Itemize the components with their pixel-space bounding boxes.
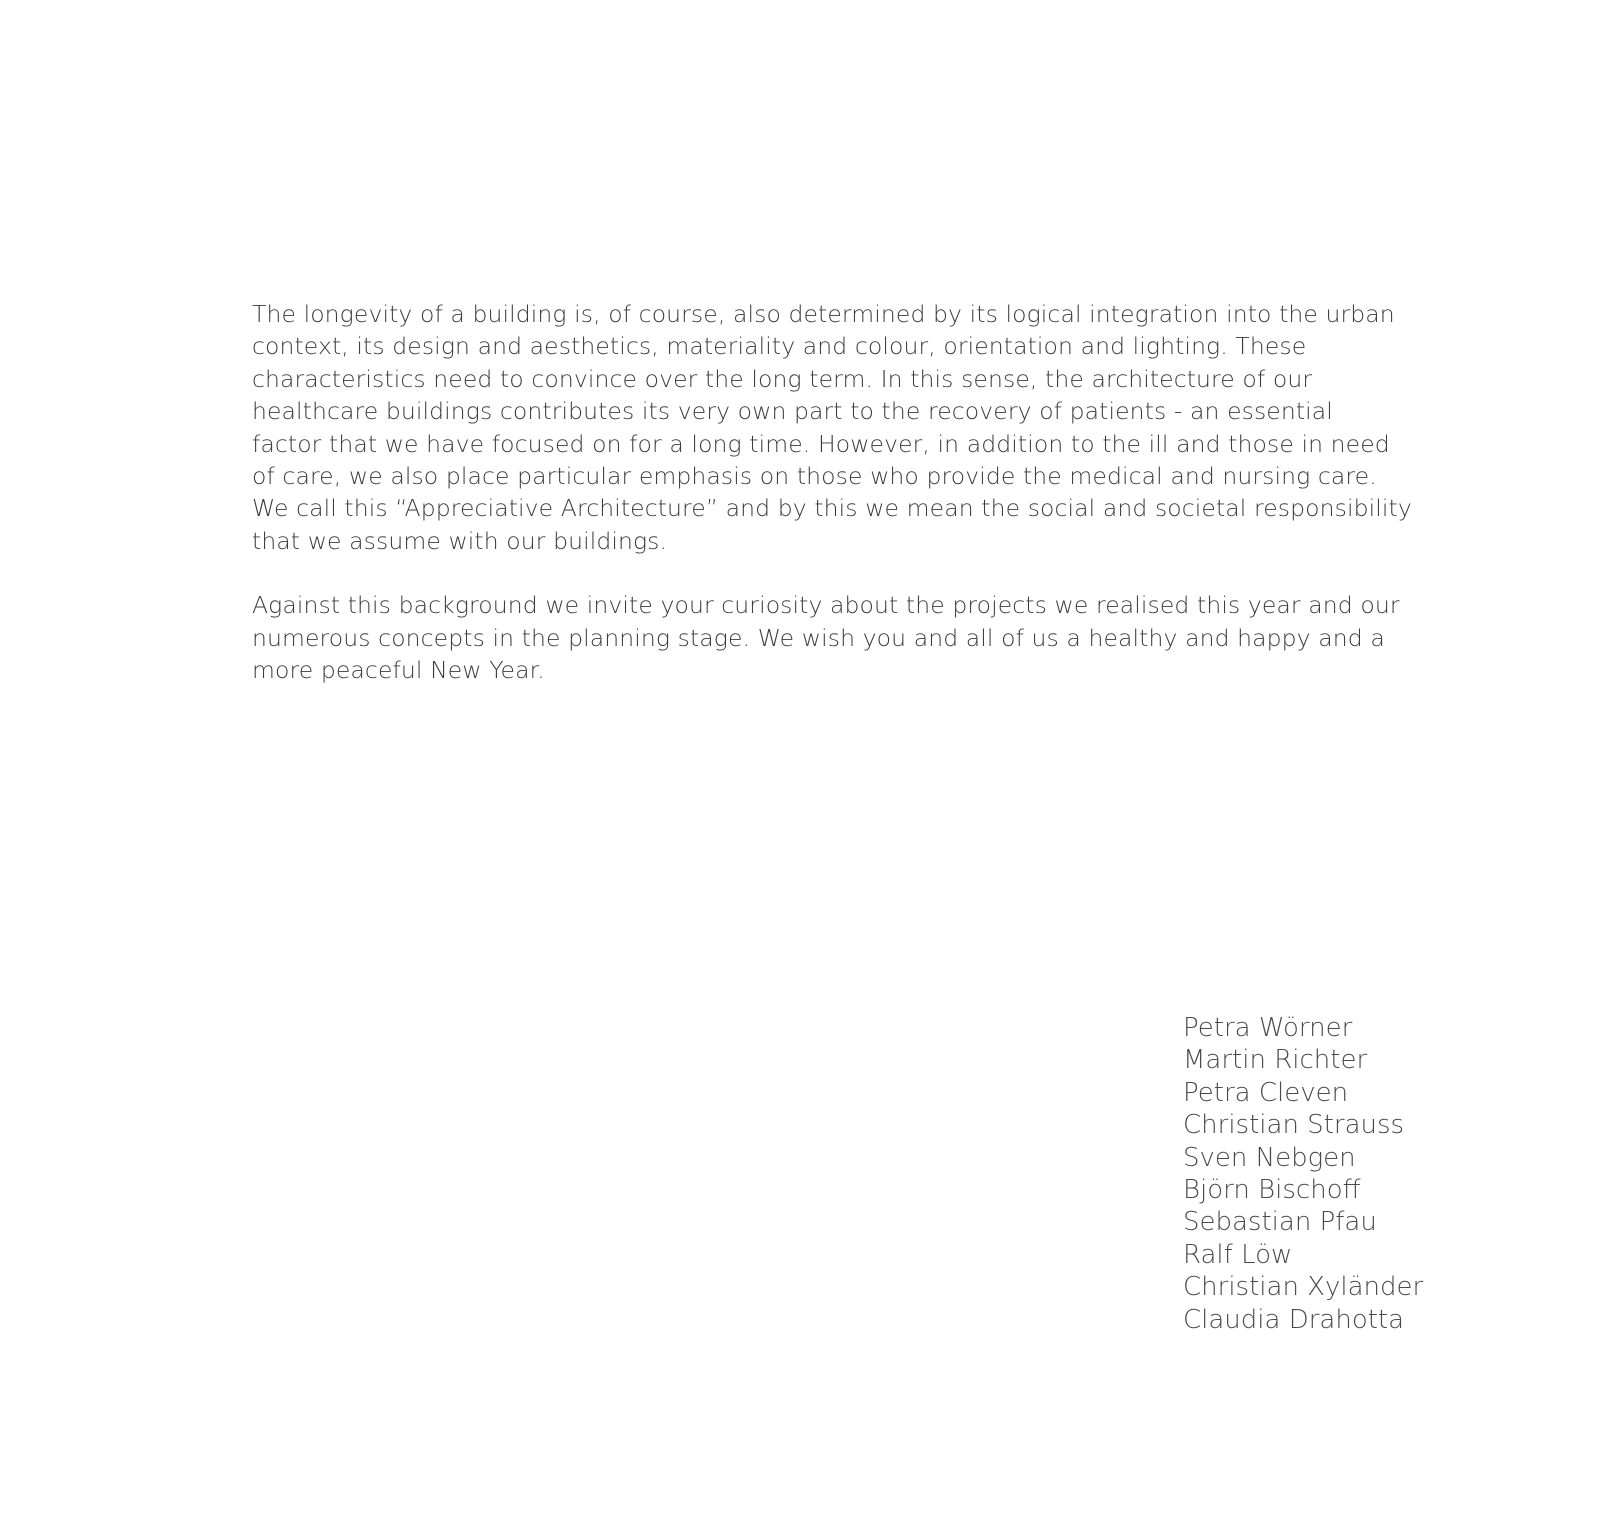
paragraph-1-line: of care, we also place particular emphasis on those who provide the medical and nursing care. (252, 462, 1377, 491)
signatory-name: Martin Richter (1183, 1045, 1368, 1076)
paragraph-1-line: The longevity of a building is, of course, also determined by its logical integration into the urban (252, 300, 1395, 328)
paragraph-1-line: context, its design and aesthetics, materiality and colour, orientation and lighting. These (252, 332, 1307, 361)
signatory-name: Ralf Löw (1183, 1239, 1293, 1270)
signatory-name: Petra Cleven (1183, 1077, 1349, 1108)
paragraph-spacer (252, 557, 1402, 589)
paragraph-2-line: more peaceful New Year. (252, 656, 545, 685)
paragraph-2 (252, 589, 1402, 686)
signatory-list (1183, 1012, 1423, 1336)
signatory-name: Petra Wörner (1183, 1013, 1353, 1043)
signatory-name: Björn Bischoff (1183, 1175, 1361, 1206)
paragraph-2-line: numerous concepts in the planning stage. We wish you and all of us a healthy and happy and a (252, 623, 1385, 652)
paragraph-1-line: healthcare buildings contributes its very own part to the recovery of patients - an essential (252, 397, 1333, 426)
paragraph-1-line: We call this “Appreciative Architecture” and by this we mean the social and societal responsibility (252, 494, 1412, 523)
paragraph-1-line: factor that we have focused on for a long time. However, in addition to the ill and those in need (252, 429, 1390, 458)
paragraph-1-line: that we assume with our buildings. (252, 526, 668, 555)
paragraph-1-line: characteristics need to convince over the long term. In this sense, the architecture of our (252, 364, 1313, 393)
paragraph-1 (252, 298, 1412, 557)
signatory-name: Claudia Drahotta (1183, 1304, 1405, 1335)
signatory-name: Sven Nebgen (1183, 1142, 1356, 1173)
signatory-name: Sebastian Pfau (1183, 1207, 1377, 1238)
signatory-name: Christian Strauss (1183, 1110, 1405, 1141)
letter-body (252, 298, 1412, 686)
signatory-name: Christian Xyländer (1183, 1272, 1424, 1303)
paragraph-2-line: Against this background we invite your curiosity about the projects we realised this year and our (252, 591, 1400, 620)
